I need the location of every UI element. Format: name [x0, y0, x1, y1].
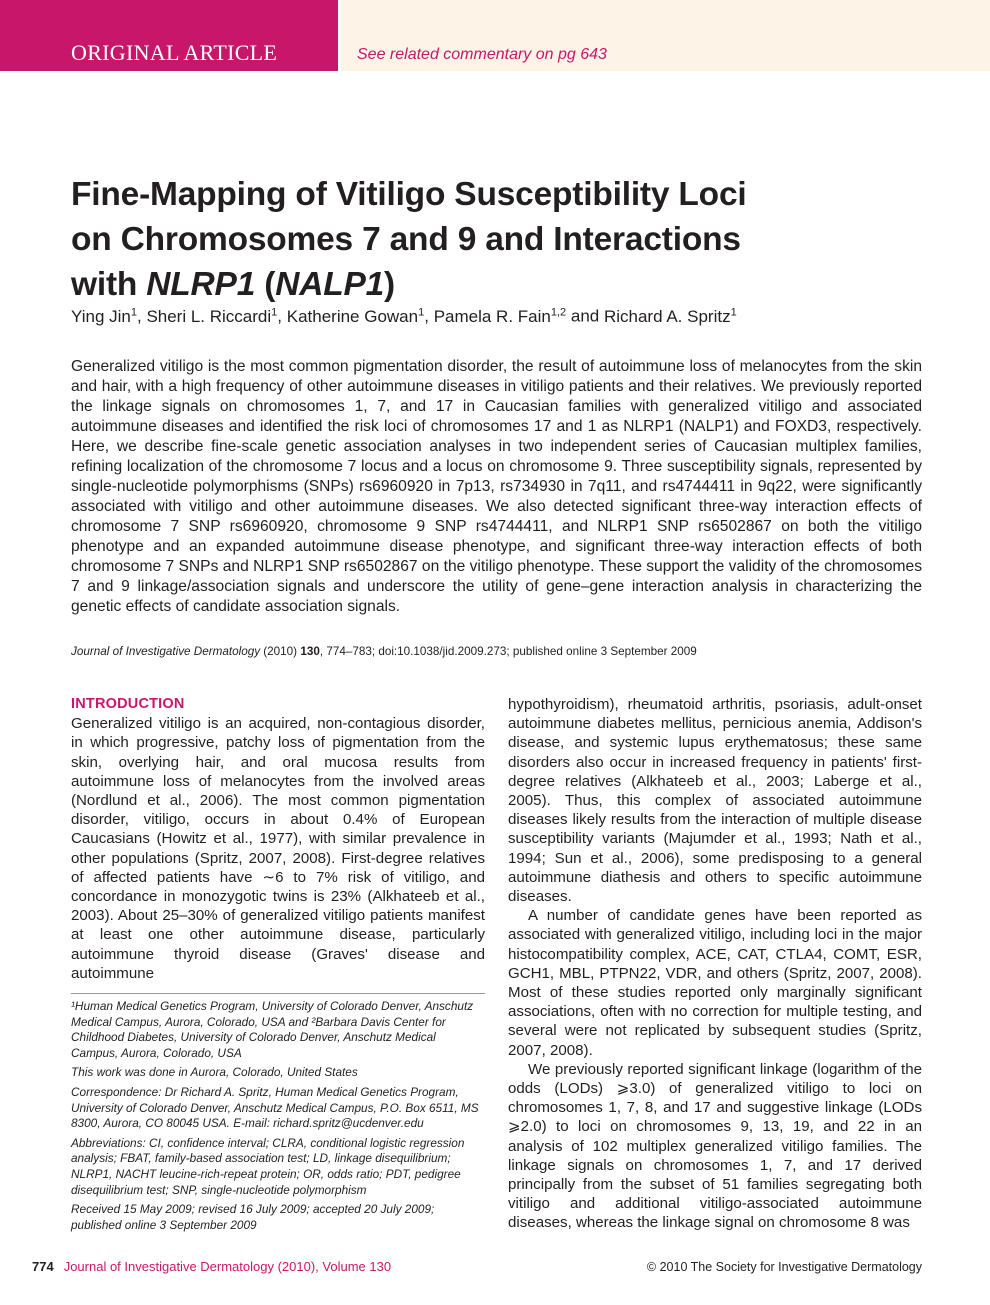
author[interactable]: Richard A. Spritz$^1$ [603, 306, 737, 326]
section-banner [0, 0, 338, 71]
affiliations-note: ¹Human Medical Genetics Program, University of Colorado Denver, Anschutz Medical Campus, Aurora, Colorado, USA and ²Barbara Davis Center for Childhood Diabetes, University of Colorado Denver, Anschutz Medical Campus, Aurora, Colorado, USA [71, 999, 474, 1060]
intro-paragraph: We previously reported significant linkage (logarithm of the odds (LODs) ⩾3.0) of generalized vitiligo to loci on chromosomes 1, 7, 8, and 17 and suggestive linkage (LODs ⩾2.0) to loci on chromosomes 9, 13, 19, and 22 in an analysis of 102 multiplex generalized vitiligo families. The linkage signals on chromosomes 1, 7, and 17 derived principally from the subset of 51 families segregating both vitiligo and additional vitiligo-associated autoimmune diseases, whereas the linkage signal on chromosome 8 was [508, 1060, 922, 1232]
page-number: 774 [32, 1259, 54, 1274]
footnotes [71, 999, 485, 1237]
author[interactable]: Ying Jin$^1$ [71, 306, 137, 326]
title-line-3: with NLRP1 (NALP1) [71, 266, 395, 303]
work-location-note: This work was done in Aurora, Colorado, United States [71, 1065, 358, 1080]
section-heading-introduction: INTRODUCTION [71, 696, 185, 712]
section-label: ORIGINAL ARTICLE [71, 40, 278, 65]
author-list: Ying Jin$^1$, Sheri L. Riccardi$^1$, Katherine Gowan$^1$, Pamela R. Fain$^{1,2}$ and Richard A. Spritz$^1$ [71, 306, 737, 326]
copyright: © 2010 The Society for Investigative Dermatology [646, 1260, 922, 1274]
intro-paragraph: hypothyroidism), rheumatoid arthritis, psoriasis, adult-onset autoimmune diabetes mellitus, pernicious anemia, Addison's disease, and systemic lupus erythematosus; these same disorders also occur in increased frequency in patients' first-degree relatives (Alkhateeb et al., 2003; Laberge et al., 2005). Thus, this complex of associated autoimmune diseases likely results from the interaction of multiple disease susceptibility variants (Majumder et al., 1993; Nath et al., 1994; Sun et al., 2006), some predisposing to a general autoimmune diathesis and others to specific autoimmune diseases. [508, 696, 922, 906]
footnote-divider [71, 993, 485, 994]
journal-footer: Journal of Investigative Dermatology (2010), Volume 130 [63, 1259, 392, 1274]
correspondence-note: Correspondence: Dr Richard A. Spritz, Human Medical Genetics Program, University of Colorado Denver, Anschutz Medical Campus, P.O. Box 6511, MS 8300, Aurora, CO 80045 USA. E-mail: richard.spritz@ucdenver.edu [71, 1084, 479, 1131]
intro-paragraph: Generalized vitiligo is an acquired, non-contagious disorder, in which progressive, patchy loss of pigmentation from the skin, overlying hair, and oral mucosa results from autoimmune loss of melanocytes from the involved areas (Nordlund et al., 2006). The most common pigmentation disorder, vitiligo, occurs in about 0.4% of European Caucasians (Howitz et al., 1977), with similar prevalence in other populations (Spritz, 2007, 2008). First-degree relatives of affected patients have ∼6 to 7% risk of vitiligo, and concordance in monozygotic twins is 23% (Alkhateeb et al., 2003). About 25–30% of generalized vitiligo patients manifest at least one other autoimmune disease, particularly autoimmune thyroid disease (Graves' disease and autoimmune [71, 715, 485, 982]
gene-alias: NALP1 [275, 266, 385, 303]
left-column [71, 695, 485, 983]
gene-name: NLRP1 [146, 266, 256, 303]
abbreviations-note: Abbreviations: CI, confidence interval; CLRA, conditional logistic regression analysis; FBAT, family-based association test; LD, linkage disequilibrium; NLRP1, NACHT leucine-rich-repeat protein; OR, odds ratio; PDT, pedigree disequilibrium test; SNP, single-nucleotide polymorphism [71, 1135, 465, 1197]
author[interactable]: Pamela R. Fain$^{1,2}$ [433, 306, 567, 326]
commentary-banner [341, 0, 990, 71]
author[interactable]: Katherine Gowan$^1$ [286, 306, 425, 326]
citation-line: Journal of Investigative Dermatology (2010) 130, 774–783; doi:10.1038/jid.2009.273; published online 3 September 2009 [71, 645, 697, 658]
abstract: Generalized vitiligo is the most common pigmentation disorder, the result of autoimmune loss of melanocytes from the skin and hair, with a high frequency of other autoimmune diseases in vitiligo patients and their relatives. We previously reported the linkage signals on chromosomes 1, 7, and 17 in Caucasian families with generalized vitiligo and associated autoimmune diseases and identified the risk loci of chromosomes 17 and 1 as NLRP1 (NALP1) and FOXD3, respectively. Here, we describe fine-scale genetic association analyses in two independent series of Caucasian multiplex families, refining localization of the chromosome 7 locus and a locus on chromosome 9. Three susceptibility signals, represented by single-nucleotide polymorphisms (SNPs) rs6960920 in 7p13, rs734930 in 7q11, and rs4744411 in 9q22, were significantly associated with vitiligo and other autoimmune diseases. We also detected significant three-way interaction effects of chromosome 7 SNP rs6960920, chromosome 9 SNP rs4744411, and NLRP1 SNP rs6502867 on both the vitiligo phenotype and an expanded autoimmune disease phenotype, and significant three-way interaction effects of both chromosome 7 SNPs and NLRP1 SNP rs6502867 on the vitiligo phenotype. These support the validity of the chromosomes 7 and 9 linkage/association signals and underscore the utility of gene–gene interaction analysis in characterizing the genetic effects of candidate association signals. [71, 358, 922, 615]
page-footer-left [32, 1259, 391, 1274]
title-line-1: Fine-Mapping of Vitiligo Susceptibility Loci [71, 176, 747, 213]
author[interactable]: Sheri L. Riccardi$^1$ [146, 306, 278, 326]
article-title [71, 172, 831, 307]
commentary-link[interactable]: See related commentary on pg 643 [357, 46, 607, 63]
intro-paragraph: A number of candidate genes have been reported as associated with generalized vitiligo, including loci in the major histocompatibility complex, ACE, CAT, CTLA4, COMT, ESR, GCH1, MBL, PTPN22, VDR, and others (Spritz, 2007, 2008). Most of these studies reported only marginally significant associations, often with no correction for multiple testing, and several were not replicated by subsequent studies (Spritz, 2007, 2008). [508, 907, 922, 1059]
title-line-2: on Chromosomes 7 and 9 and Interactions [71, 221, 741, 258]
received-note: Received 15 May 2009; revised 16 July 2009; accepted 20 July 2009; published online 3 September 2009 [71, 1202, 435, 1232]
right-column [508, 695, 922, 1233]
